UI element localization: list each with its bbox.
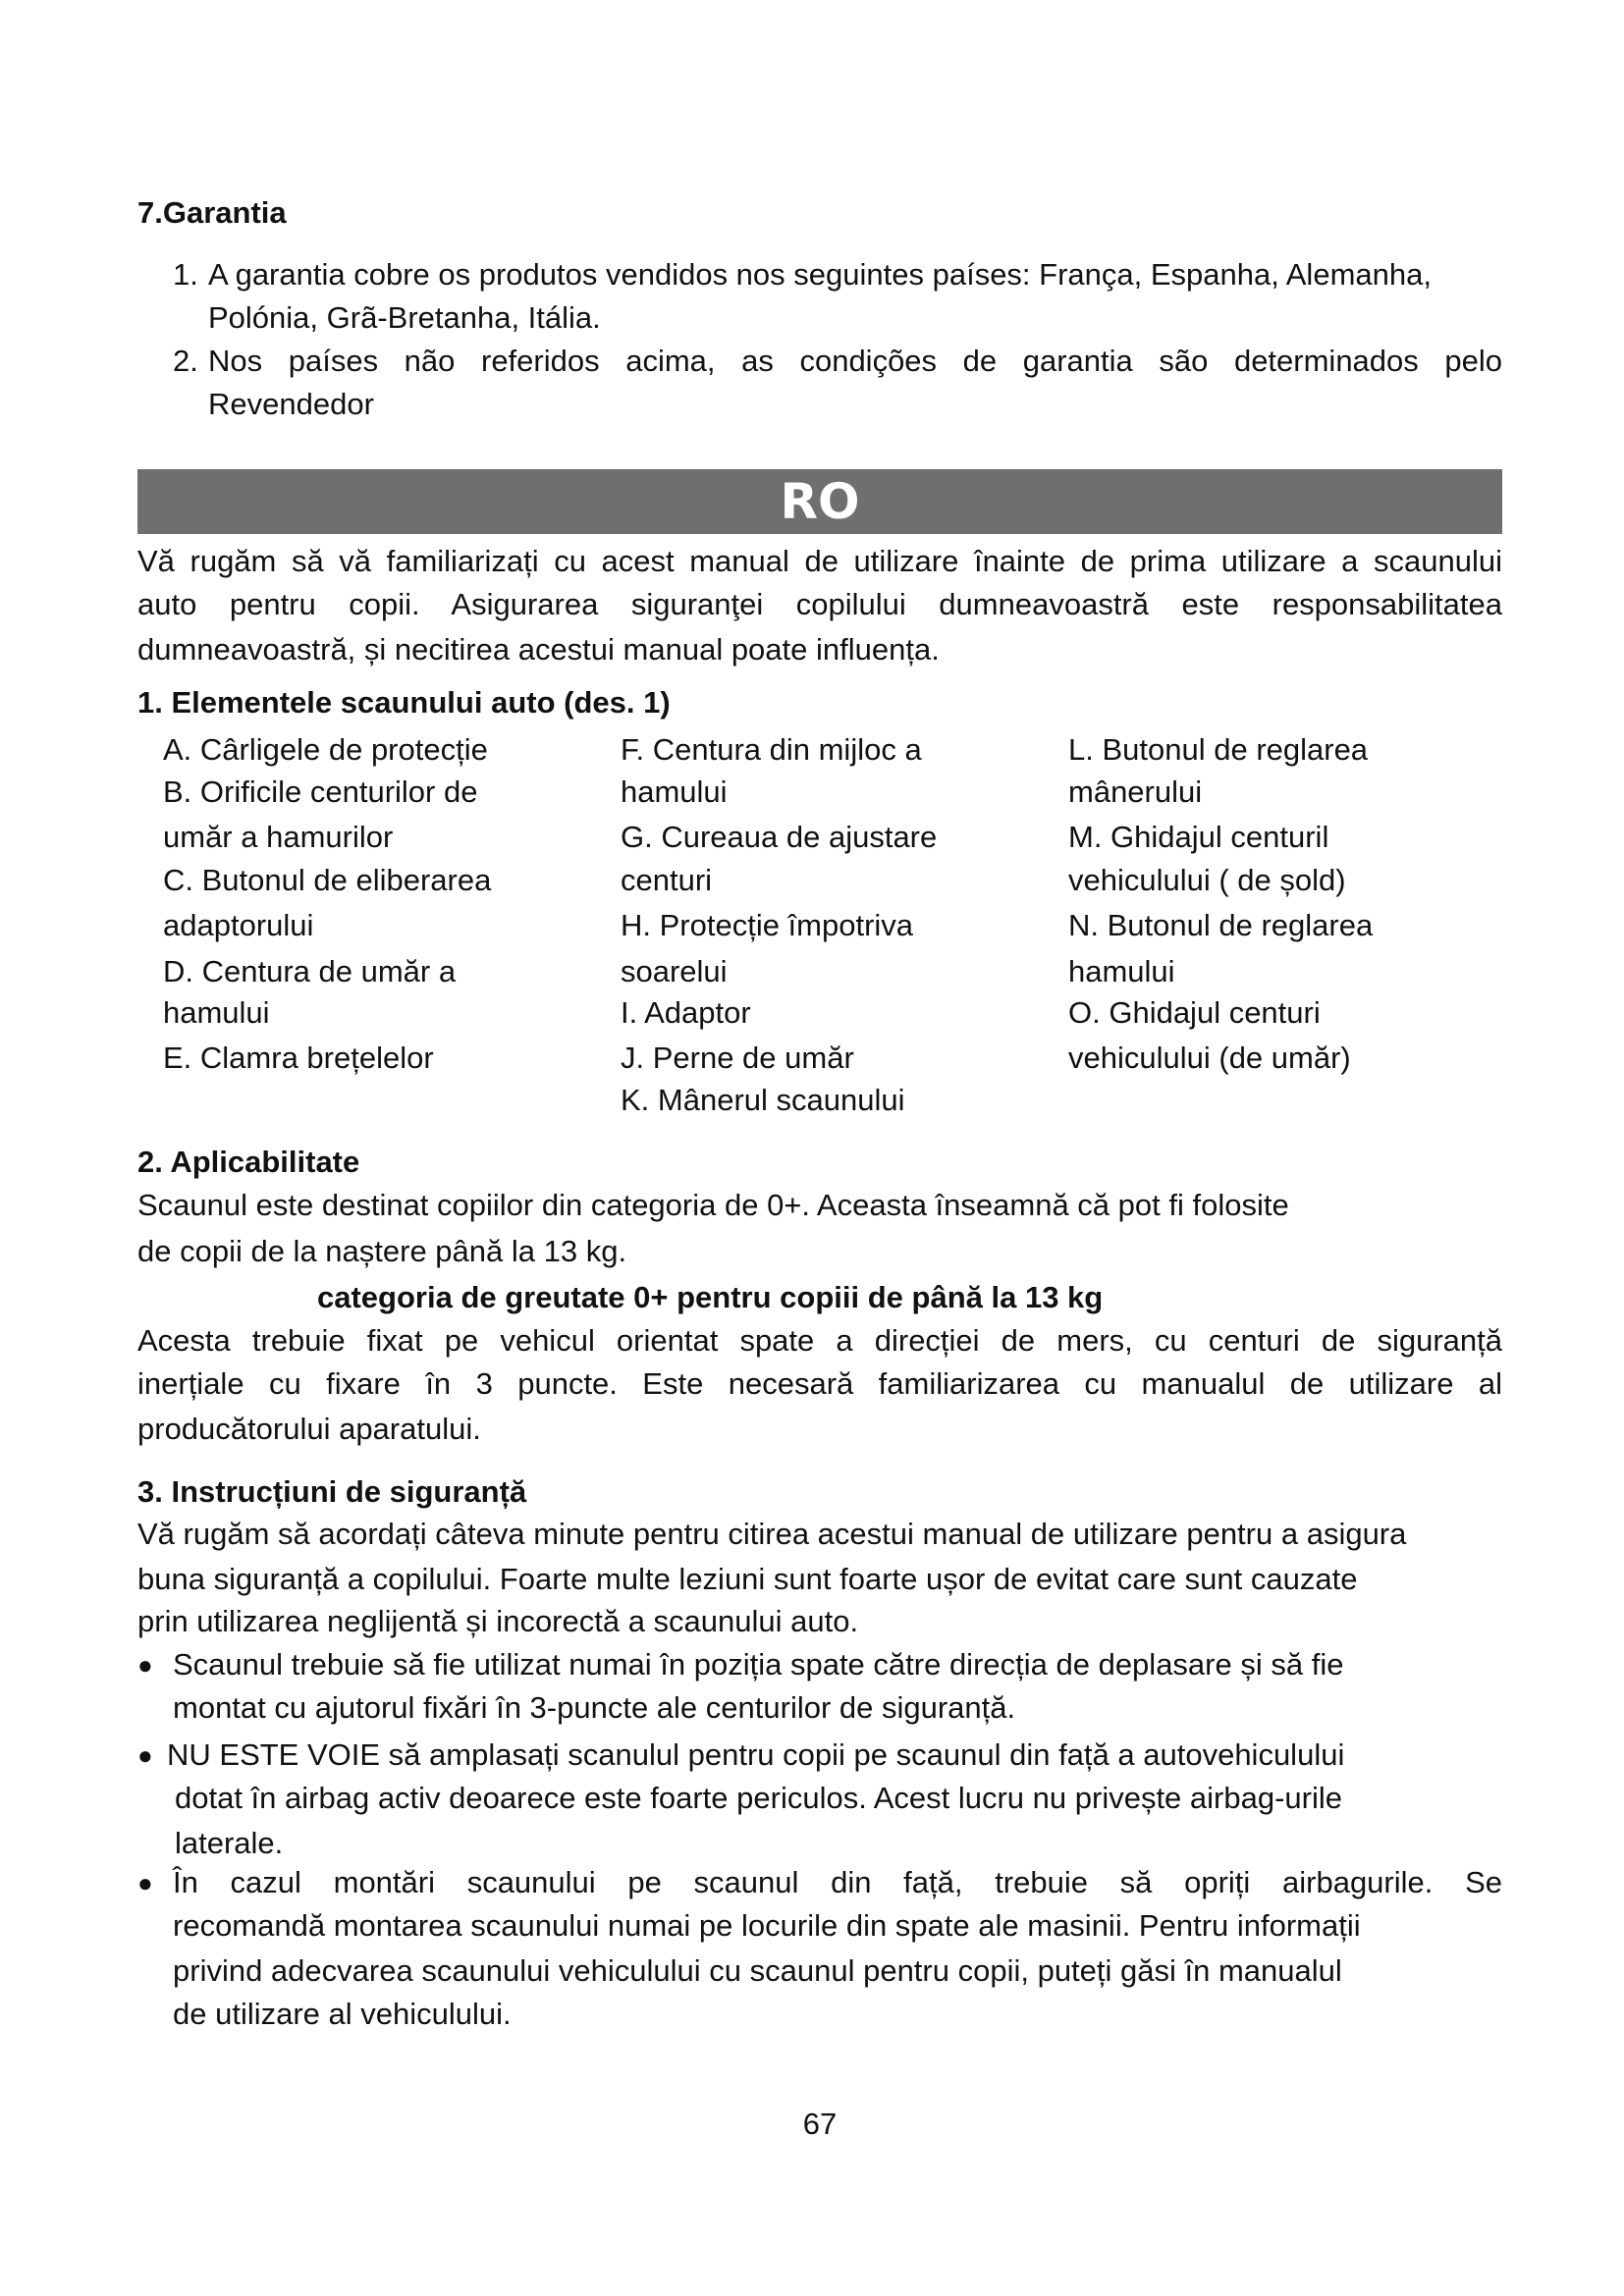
text-line: Scaunul este destinat copiilor din categoria de 0+. Aceasta înseamnă că pot fi folosite — [137, 1188, 1289, 1222]
element-label: adaptorului — [163, 908, 314, 942]
text-line: NU ESTE VOIE să amplasați scanulul pentru copii pe scaunul din față a autovehiculului — [167, 1737, 1345, 1772]
elements-column-3 — [1068, 728, 1481, 1082]
list-item-text — [208, 340, 1502, 426]
elements-column-2 — [621, 728, 1033, 1121]
elements-column-1 — [163, 728, 575, 1082]
text-line: prin utilizarea neglijentă și incorectă a scaunului auto. — [137, 1604, 859, 1638]
text-line: recomandă montarea scaunului numai pe locurile din spate ale masinii. Pentru informații — [173, 1908, 1361, 1943]
element-label: I. Adaptor — [621, 995, 751, 1030]
language-banner: RO — [137, 469, 1502, 534]
element-label: B. Orificile centurilor de — [163, 774, 478, 809]
element-label: vehiculului ( de șold) — [1068, 863, 1346, 897]
section-title-applicability: 2. Aplicabilitate — [137, 1145, 360, 1179]
element-label: O. Ghidajul centuri — [1068, 995, 1321, 1030]
safety-bullet — [137, 1734, 1502, 1867]
element-label: F. Centura din mijloc a — [621, 732, 922, 767]
list-item — [173, 253, 1502, 342]
text-line: Revendedor — [208, 387, 374, 421]
text-line: de copii de la naștere până la 13 kg. — [137, 1234, 627, 1268]
page-number: 67 — [802, 2107, 838, 2141]
text-line: privind adecvarea scaunului vehiculului cu scaunul pentru copii, puteți găsi în manualul — [173, 1953, 1342, 1988]
safety-bullet — [137, 1643, 1502, 1732]
text-line: de utilizare al vehiculului. — [173, 1997, 512, 2031]
text-line: Vă rugăm să acordați câteva minute pentru citirea acestui manual de utilizare pentru a asigura — [137, 1517, 1407, 1551]
bullet-text — [173, 1861, 1502, 2036]
list-number: 1. — [173, 257, 198, 292]
element-label: centuri — [621, 863, 713, 897]
section-title-elements: 1. Elementele scaunului auto (des. 1) — [137, 685, 671, 720]
section-title-garantia: 7.Garantia — [137, 195, 287, 230]
text-line: producătorului aparatului. — [137, 1412, 481, 1446]
text-line: laterale. — [175, 1826, 284, 1860]
element-label: mânerului — [1068, 774, 1203, 809]
element-label: J. Perne de umăr — [621, 1041, 854, 1075]
safety-bullet — [137, 1861, 1502, 2038]
weight-category-note: categoria de greutate 0+ pentru copiii de până la 13 kg — [317, 1280, 1104, 1314]
intro-paragraph — [137, 540, 1502, 671]
element-label: H. Protecție împotriva — [621, 908, 914, 942]
element-label: L. Butonul de reglarea — [1068, 732, 1369, 767]
list-number: 2. — [173, 344, 198, 378]
text-line: auto pentru copii. Asigurarea siguranţei copilului dumneavoastră este responsabilitatea — [137, 587, 1502, 621]
bullet-icon: ● — [137, 1650, 153, 1680]
element-label: A. Cârligele de protecție — [163, 732, 488, 767]
text-line: montat cu ajutorul fixări în 3-puncte ale centurilor de siguranță. — [173, 1690, 1016, 1725]
section-title-safety: 3. Instrucțiuni de siguranță — [137, 1474, 527, 1509]
element-label: M. Ghidajul centuril — [1068, 820, 1329, 854]
element-label: E. Clamra brețelelor — [163, 1041, 434, 1075]
element-label: D. Centura de umăr a — [163, 954, 457, 988]
element-label: G. Cureaua de ajustare — [621, 820, 938, 854]
text-line: dotat în airbag activ deoarece este foarte periculos. Acest lucru nu privește airbag-urile — [175, 1781, 1342, 1815]
text-line: În cazul montări scaunului pe scaunul din față, trebuie să opriți airbagurile. Se — [173, 1865, 1502, 1899]
element-label: K. Mânerul scaunului — [621, 1083, 905, 1117]
element-label: soarelui — [621, 954, 728, 988]
bullet-text — [173, 1643, 1502, 1730]
element-label: vehiculului (de umăr) — [1068, 1041, 1351, 1075]
bullet-text — [167, 1734, 1496, 1865]
element-label: hamului — [163, 995, 270, 1030]
list-item — [173, 340, 1502, 428]
text-line: Acesta trebuie fixat pe vehicul orientat spate a direcției de mers, cu centuri de siguranță — [137, 1323, 1502, 1358]
text-line: inerțiale cu fixare în 3 puncte. Este necesară familiarizarea cu manualul de utilizare al — [137, 1366, 1502, 1401]
element-label: umăr a hamurilor — [163, 820, 394, 854]
bullet-icon: ● — [137, 1868, 153, 1897]
list-item-text — [208, 253, 1502, 340]
text-line: buna siguranță a copilului. Foarte multe leziuni sunt foarte ușor de evitat care sunt cauzate — [137, 1562, 1358, 1596]
text-line: Polónia, Grã-Bretanha, Itália. — [208, 300, 601, 335]
element-label: hamului — [621, 774, 728, 809]
element-label: C. Butonul de eliberarea — [163, 863, 492, 897]
text-line: A garantia cobre os produtos vendidos nos seguintes países: França, Espanha, Alemanha, — [208, 257, 1432, 292]
text-line: dumneavoastră, și necitirea acestui manual poate influența. — [137, 632, 940, 667]
element-label: hamului — [1068, 954, 1175, 988]
text-line: Vă rugăm să vă familiarizați cu acest manual de utilizare înainte de prima utilizare a scaunului — [137, 544, 1502, 578]
text-line: Nos países não referidos acima, as condições de garantia são determinados pelo — [208, 344, 1502, 378]
text-line: Scaunul trebuie să fie utilizat numai în poziția spate către direcția de deplasare și să fie — [173, 1647, 1344, 1682]
bullet-icon: ● — [137, 1740, 153, 1770]
element-label: N. Butonul de reglarea — [1068, 908, 1374, 942]
